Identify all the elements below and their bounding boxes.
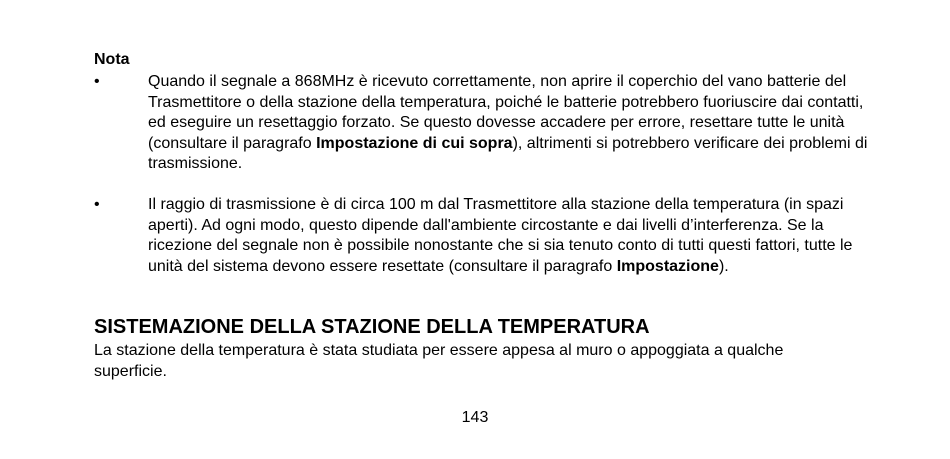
- bullet-icon: •: [94, 196, 100, 213]
- list-item-text: Il raggio di trasmissione è di circa 100 m dal Trasmettitore alla stazione della temperatura (in spazi aperti). Ad ogni modo, questo dipende dall'ambiente circostante e dai livelli d’interferenza. Se la ricezione del segnale non è possibile nonostante che si sia tenuto conto di tutti questi fattori, tutte le unità del sistema devono essere resettate (consultare il paragrafo Impostazione).: [148, 196, 853, 275]
- page-number: 143: [461, 409, 489, 426]
- section-heading: SISTEMAZIONE DELLA STAZIONE DELLA TEMPERATURA: [94, 316, 650, 338]
- bold-reference: Impostazione di cui sopra: [316, 134, 513, 152]
- list-item-text: Quando il segnale a 868MHz è ricevuto correttamente, non aprire il coperchio del vano batterie del Trasmettitore o della stazione della temperatura, poiché le batterie potrebbero fuoriuscire dai contatti, ed eseguire un resettaggio forzato. Se questo dovesse accadere per errore, resettare tutte le unità (consultare il paragrafo Impostazione di cui sopra), altrimenti si potrebbero verificare dei problemi di trasmissione.: [148, 73, 868, 173]
- note-title: Nota: [94, 51, 130, 68]
- bold-reference: Impostazione: [616, 257, 719, 275]
- bullet-icon: •: [94, 73, 100, 90]
- section-paragraph: La stazione della temperatura è stata studiata per essere appesa al muro o appoggiata a qualche superficie.: [94, 342, 784, 380]
